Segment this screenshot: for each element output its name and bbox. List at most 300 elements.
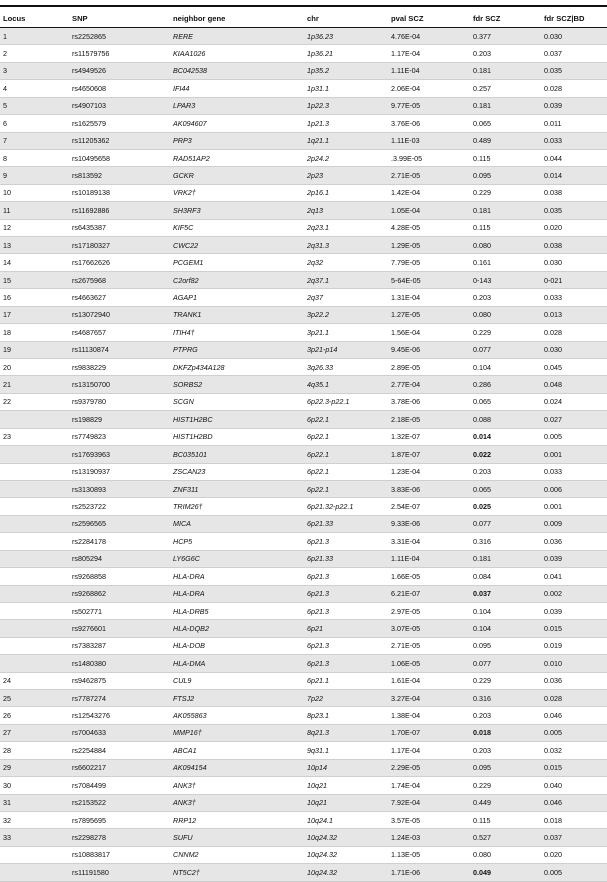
table-row	[0, 28, 607, 45]
cell-locus: 6	[0, 115, 69, 132]
cell-neighbor-gene: FTSJ2	[170, 690, 304, 707]
cell-fdr-scz-bd: 0.006	[541, 480, 607, 497]
cell-snp: rs6602217	[69, 759, 170, 776]
cell-chr: 1p22.3	[304, 97, 388, 114]
cell-fdr-scz-bd: 0.009	[541, 515, 607, 532]
cell-fdr-scz: 0.257	[470, 80, 541, 97]
cell-neighbor-gene: NT5C2†	[170, 864, 304, 881]
cell-pval-scz: 1.71E-06	[388, 864, 470, 881]
cell-neighbor-gene: HLA-DRB5	[170, 602, 304, 619]
table-row	[0, 811, 607, 828]
cell-chr: 2q37	[304, 289, 388, 306]
cell-fdr-scz-bd: 0.001	[541, 498, 607, 515]
cell-fdr-scz: 0.489	[470, 132, 541, 149]
cell-chr: 2q37.1	[304, 271, 388, 288]
cell-neighbor-gene: HIST1H2BD	[170, 428, 304, 445]
cell-neighbor-gene: LPAR3	[170, 97, 304, 114]
cell-chr: 6p21.32-p22.1	[304, 498, 388, 515]
cell-snp: rs4949526	[69, 62, 170, 79]
table-row	[0, 167, 607, 184]
cell-fdr-scz: 0.181	[470, 550, 541, 567]
cell-pval-scz: 3.57E-05	[388, 811, 470, 828]
cell-pval-scz: 2.97E-05	[388, 602, 470, 619]
table-row	[0, 446, 607, 463]
header-neighbor-gene: neighbor gene	[170, 11, 304, 28]
cell-snp: rs6435387	[69, 219, 170, 236]
cell-pval-scz: 9.45E-06	[388, 341, 470, 358]
cell-fdr-scz-bd: 0.001	[541, 446, 607, 463]
cell-chr: 6p21.3	[304, 568, 388, 585]
cell-fdr-scz: 0.049	[470, 864, 541, 881]
cell-fdr-scz: 0.203	[470, 707, 541, 724]
cell-snp: rs10883817	[69, 846, 170, 863]
cell-snp: rs13190937	[69, 463, 170, 480]
cell-locus	[0, 533, 69, 550]
cell-snp: rs2523722	[69, 498, 170, 515]
cell-snp: rs7084499	[69, 777, 170, 794]
cell-fdr-scz-bd: 0.030	[541, 28, 607, 45]
cell-fdr-scz: 0.527	[470, 829, 541, 846]
cell-pval-scz: 3.27E-04	[388, 690, 470, 707]
table-row	[0, 149, 607, 166]
cell-neighbor-gene: ZSCAN23	[170, 463, 304, 480]
table-row	[0, 777, 607, 794]
cell-fdr-scz-bd: 0.033	[541, 289, 607, 306]
cell-pval-scz: 3.78E-06	[388, 393, 470, 410]
cell-pval-scz: 1.27E-05	[388, 306, 470, 323]
table-row	[0, 80, 607, 97]
table-header-row	[0, 11, 607, 28]
cell-pval-scz: 2.77E-04	[388, 376, 470, 393]
cell-chr: 1p31.1	[304, 80, 388, 97]
cell-locus	[0, 411, 69, 428]
cell-chr: 2p16.1	[304, 184, 388, 201]
cell-fdr-scz-bd: 0.033	[541, 463, 607, 480]
cell-pval-scz: 1.29E-05	[388, 237, 470, 254]
cell-fdr-scz: 0.080	[470, 237, 541, 254]
cell-fdr-scz: 0.080	[470, 846, 541, 863]
cell-fdr-scz: 0.014	[470, 428, 541, 445]
cell-locus: 19	[0, 341, 69, 358]
cell-pval-scz: 9.33E-06	[388, 515, 470, 532]
table-row	[0, 132, 607, 149]
cell-fdr-scz: 0.377	[470, 28, 541, 45]
cell-chr: 6p21.33	[304, 515, 388, 532]
cell-locus: 3	[0, 62, 69, 79]
cell-snp: rs11130874	[69, 341, 170, 358]
table-row	[0, 428, 607, 445]
cell-neighbor-gene: C2orf82	[170, 271, 304, 288]
cell-locus: 8	[0, 149, 69, 166]
cell-fdr-scz: 0.065	[470, 393, 541, 410]
cell-pval-scz: 1.31E-04	[388, 289, 470, 306]
cell-snp: rs7749823	[69, 428, 170, 445]
cell-snp: rs7383287	[69, 637, 170, 654]
cell-snp: rs1480380	[69, 655, 170, 672]
cell-chr: 10q24.32	[304, 864, 388, 881]
table-row	[0, 393, 607, 410]
cell-neighbor-gene: HLA-DQB2	[170, 620, 304, 637]
cell-fdr-scz-bd: 0.011	[541, 115, 607, 132]
cell-neighbor-gene: TRANK1	[170, 306, 304, 323]
cell-chr: 6p22.1	[304, 463, 388, 480]
cell-pval-scz: 1.66E-05	[388, 568, 470, 585]
table-row	[0, 289, 607, 306]
cell-fdr-scz-bd: 0.046	[541, 707, 607, 724]
table-row	[0, 219, 607, 236]
cell-pval-scz: 3.83E-06	[388, 480, 470, 497]
cell-neighbor-gene: KIAA1026	[170, 45, 304, 62]
table-row	[0, 324, 607, 341]
cell-snp: rs4663627	[69, 289, 170, 306]
cell-locus: 21	[0, 376, 69, 393]
cell-locus	[0, 446, 69, 463]
cell-fdr-scz: 0.286	[470, 376, 541, 393]
table-row	[0, 184, 607, 201]
cell-locus	[0, 480, 69, 497]
cell-snp: rs11191580	[69, 864, 170, 881]
cell-snp: rs17693963	[69, 446, 170, 463]
cell-fdr-scz: 0.203	[470, 289, 541, 306]
cell-chr: 6p21.33	[304, 550, 388, 567]
cell-pval-scz: 1.17E-04	[388, 45, 470, 62]
cell-pval-scz: 2.29E-05	[388, 759, 470, 776]
cell-fdr-scz: 0.088	[470, 411, 541, 428]
cell-fdr-scz: 0.161	[470, 254, 541, 271]
cell-fdr-scz-bd: 0.020	[541, 219, 607, 236]
cell-neighbor-gene: HLA-DMA	[170, 655, 304, 672]
cell-pval-scz: 4.76E-04	[388, 28, 470, 45]
cell-fdr-scz: 0.104	[470, 620, 541, 637]
cell-locus: 16	[0, 289, 69, 306]
cell-pval-scz: 5-64E-05	[388, 271, 470, 288]
cell-fdr-scz-bd: 0.010	[541, 655, 607, 672]
cell-chr: 10p14	[304, 759, 388, 776]
cell-pval-scz: 1.61E-04	[388, 672, 470, 689]
table-row	[0, 97, 607, 114]
cell-locus: 12	[0, 219, 69, 236]
table-row	[0, 515, 607, 532]
cell-snp: rs7004633	[69, 724, 170, 741]
cell-snp: rs1625579	[69, 115, 170, 132]
cell-locus: 18	[0, 324, 69, 341]
cell-snp: rs2675968	[69, 271, 170, 288]
cell-chr: 9q31.1	[304, 742, 388, 759]
header-locus: Locus	[0, 11, 69, 28]
cell-fdr-scz: 0.229	[470, 184, 541, 201]
cell-fdr-scz: 0.025	[470, 498, 541, 515]
cell-locus: 2	[0, 45, 69, 62]
cell-neighbor-gene: KIF5C	[170, 219, 304, 236]
cell-fdr-scz-bd: 0.005	[541, 864, 607, 881]
cell-fdr-scz: 0.115	[470, 219, 541, 236]
cell-snp: rs4650608	[69, 80, 170, 97]
cell-fdr-scz-bd: 0.039	[541, 550, 607, 567]
cell-pval-scz: 1.87E-07	[388, 446, 470, 463]
cell-locus: 17	[0, 306, 69, 323]
cell-neighbor-gene: AK094154	[170, 759, 304, 776]
cell-locus	[0, 568, 69, 585]
cell-chr: 1p36.21	[304, 45, 388, 62]
cell-fdr-scz-bd: 0.027	[541, 411, 607, 428]
cell-fdr-scz-bd: 0.039	[541, 97, 607, 114]
cell-locus	[0, 864, 69, 881]
table-row	[0, 864, 607, 881]
cell-locus: 11	[0, 202, 69, 219]
cell-fdr-scz: 0.449	[470, 794, 541, 811]
cell-snp: rs805294	[69, 550, 170, 567]
cell-fdr-scz-bd: 0.015	[541, 620, 607, 637]
cell-chr: 2q23.1	[304, 219, 388, 236]
cell-pval-scz: 1.11E-04	[388, 62, 470, 79]
table-row	[0, 45, 607, 62]
cell-fdr-scz: 0.077	[470, 515, 541, 532]
cell-chr: 2q13	[304, 202, 388, 219]
cell-fdr-scz-bd: 0.046	[541, 794, 607, 811]
cell-neighbor-gene: LY6G6C	[170, 550, 304, 567]
cell-fdr-scz: 0.104	[470, 359, 541, 376]
cell-chr: 8q21.3	[304, 724, 388, 741]
cell-snp: rs2298278	[69, 829, 170, 846]
cell-fdr-scz: 0.181	[470, 202, 541, 219]
cell-chr: 3p22.2	[304, 306, 388, 323]
cell-neighbor-gene: ABCA1	[170, 742, 304, 759]
cell-neighbor-gene: HLA-DRA	[170, 568, 304, 585]
cell-locus	[0, 463, 69, 480]
cell-chr: 2q31.3	[304, 237, 388, 254]
cell-fdr-scz-bd: 0.028	[541, 324, 607, 341]
cell-fdr-scz-bd: 0.041	[541, 568, 607, 585]
cell-pval-scz: 1.11E-03	[388, 132, 470, 149]
cell-fdr-scz: 0.115	[470, 811, 541, 828]
cell-fdr-scz: 0.203	[470, 463, 541, 480]
cell-pval-scz: 2.71E-05	[388, 637, 470, 654]
cell-fdr-scz: 0.203	[470, 742, 541, 759]
header-fdr-scz-bd: fdr SCZ|BD	[541, 11, 607, 28]
cell-fdr-scz: 0.084	[470, 568, 541, 585]
cell-locus	[0, 498, 69, 515]
cell-fdr-scz-bd: 0.032	[541, 742, 607, 759]
cell-fdr-scz: 0.095	[470, 637, 541, 654]
cell-neighbor-gene: GCKR	[170, 167, 304, 184]
table-row	[0, 271, 607, 288]
cell-chr: 1p36.23	[304, 28, 388, 45]
cell-locus: 20	[0, 359, 69, 376]
table-row	[0, 480, 607, 497]
cell-locus: 27	[0, 724, 69, 741]
snp-results-table	[0, 11, 607, 882]
cell-locus: 22	[0, 393, 69, 410]
cell-neighbor-gene: CNNM2	[170, 846, 304, 863]
cell-locus	[0, 515, 69, 532]
cell-locus: 13	[0, 237, 69, 254]
cell-fdr-scz: 0.065	[470, 480, 541, 497]
table-row	[0, 759, 607, 776]
cell-snp: rs2596565	[69, 515, 170, 532]
cell-pval-scz: 2.89E-05	[388, 359, 470, 376]
header-pval-scz: pval SCZ	[388, 11, 470, 28]
cell-snp: rs10495658	[69, 149, 170, 166]
cell-chr: 10q21	[304, 777, 388, 794]
cell-locus: 1	[0, 28, 69, 45]
cell-locus: 15	[0, 271, 69, 288]
cell-fdr-scz-bd: 0.028	[541, 80, 607, 97]
cell-fdr-scz-bd: 0.036	[541, 672, 607, 689]
table-row	[0, 115, 607, 132]
cell-locus: 4	[0, 80, 69, 97]
cell-fdr-scz-bd: 0.020	[541, 846, 607, 863]
cell-neighbor-gene: SH3RF3	[170, 202, 304, 219]
cell-neighbor-gene: CWC22	[170, 237, 304, 254]
cell-fdr-scz-bd: 0.045	[541, 359, 607, 376]
cell-neighbor-gene: RAD51AP2	[170, 149, 304, 166]
cell-neighbor-gene: AGAP1	[170, 289, 304, 306]
cell-pval-scz: 4.28E-05	[388, 219, 470, 236]
cell-pval-scz: 9.77E-05	[388, 97, 470, 114]
cell-pval-scz: 2.71E-05	[388, 167, 470, 184]
cell-fdr-scz-bd: 0.035	[541, 202, 607, 219]
cell-pval-scz: 6.21E-07	[388, 585, 470, 602]
table-row	[0, 602, 607, 619]
cell-chr: 1p21.3	[304, 115, 388, 132]
table-row	[0, 237, 607, 254]
cell-snp: rs10189138	[69, 184, 170, 201]
cell-chr: 6p21.3	[304, 533, 388, 550]
table-top-rule	[0, 5, 607, 7]
cell-fdr-scz: 0-143	[470, 271, 541, 288]
cell-snp: rs2252865	[69, 28, 170, 45]
table-row	[0, 202, 607, 219]
cell-fdr-scz-bd: 0.038	[541, 184, 607, 201]
cell-fdr-scz-bd: 0.028	[541, 690, 607, 707]
cell-fdr-scz: 0.065	[470, 115, 541, 132]
cell-neighbor-gene: DKFZp434A128	[170, 359, 304, 376]
cell-fdr-scz: 0.316	[470, 690, 541, 707]
table-row	[0, 254, 607, 271]
cell-neighbor-gene: HIST1H2BC	[170, 411, 304, 428]
table-row	[0, 794, 607, 811]
cell-fdr-scz: 0.095	[470, 759, 541, 776]
cell-chr: 10q21	[304, 794, 388, 811]
cell-pval-scz: 1.70E-07	[388, 724, 470, 741]
cell-neighbor-gene: RERE	[170, 28, 304, 45]
cell-chr: 6p22.3-p22.1	[304, 393, 388, 410]
cell-locus: 23	[0, 428, 69, 445]
cell-locus: 29	[0, 759, 69, 776]
cell-snp: rs17180327	[69, 237, 170, 254]
cell-fdr-scz-bd: 0.036	[541, 533, 607, 550]
cell-pval-scz: 2.18E-05	[388, 411, 470, 428]
cell-snp: rs9462875	[69, 672, 170, 689]
cell-snp: rs11205362	[69, 132, 170, 149]
cell-pval-scz: 1.24E-03	[388, 829, 470, 846]
cell-neighbor-gene: HCP5	[170, 533, 304, 550]
cell-neighbor-gene: PRP3	[170, 132, 304, 149]
cell-pval-scz: 1.74E-04	[388, 777, 470, 794]
cell-pval-scz: 1.38E-04	[388, 707, 470, 724]
table-row	[0, 62, 607, 79]
cell-pval-scz: .3.99E-05	[388, 149, 470, 166]
table-row	[0, 620, 607, 637]
table-row	[0, 829, 607, 846]
cell-snp: rs13150700	[69, 376, 170, 393]
cell-snp: rs13072940	[69, 306, 170, 323]
cell-neighbor-gene: MMP16†	[170, 724, 304, 741]
cell-chr: 1p35.2	[304, 62, 388, 79]
cell-snp: rs11579756	[69, 45, 170, 62]
cell-pval-scz: 2.06E-04	[388, 80, 470, 97]
table-row	[0, 846, 607, 863]
table-row	[0, 672, 607, 689]
cell-snp: rs12543276	[69, 707, 170, 724]
cell-fdr-scz-bd: 0.039	[541, 602, 607, 619]
table-row	[0, 550, 607, 567]
cell-snp: rs9276601	[69, 620, 170, 637]
table-row	[0, 707, 607, 724]
table-body	[0, 28, 607, 882]
table-row	[0, 637, 607, 654]
cell-chr: 6p21.1	[304, 672, 388, 689]
cell-chr: 8p23.1	[304, 707, 388, 724]
cell-chr: 6p22.1	[304, 428, 388, 445]
table-row	[0, 690, 607, 707]
cell-fdr-scz: 0.229	[470, 672, 541, 689]
cell-neighbor-gene: TRIM26†	[170, 498, 304, 515]
cell-snp: rs17662626	[69, 254, 170, 271]
cell-fdr-scz-bd: 0.005	[541, 428, 607, 445]
cell-locus: 31	[0, 794, 69, 811]
table-row	[0, 585, 607, 602]
cell-pval-scz: 1.13E-05	[388, 846, 470, 863]
cell-neighbor-gene: BC042538	[170, 62, 304, 79]
cell-locus: 5	[0, 97, 69, 114]
table-row	[0, 306, 607, 323]
cell-neighbor-gene: AK094607	[170, 115, 304, 132]
cell-neighbor-gene: PCGEM1	[170, 254, 304, 271]
cell-locus: 26	[0, 707, 69, 724]
cell-fdr-scz-bd: 0.024	[541, 393, 607, 410]
cell-pval-scz: 1.17E-04	[388, 742, 470, 759]
cell-locus: 33	[0, 829, 69, 846]
cell-locus	[0, 602, 69, 619]
cell-snp: rs2153522	[69, 794, 170, 811]
cell-chr: 6p22.1	[304, 480, 388, 497]
table-row	[0, 724, 607, 741]
cell-snp: rs2254884	[69, 742, 170, 759]
cell-pval-scz: 2.54E-07	[388, 498, 470, 515]
cell-chr: 3p21.1	[304, 324, 388, 341]
cell-snp: rs198829	[69, 411, 170, 428]
cell-fdr-scz: 0.077	[470, 341, 541, 358]
cell-pval-scz: 1.32E-07	[388, 428, 470, 445]
cell-neighbor-gene: HLA-DOB	[170, 637, 304, 654]
header-fdr-scz: fdr SCZ	[470, 11, 541, 28]
cell-chr: 2q32	[304, 254, 388, 271]
table-row	[0, 341, 607, 358]
cell-snp: rs4687657	[69, 324, 170, 341]
cell-pval-scz: 3.76E-06	[388, 115, 470, 132]
cell-chr: 3p21-p14	[304, 341, 388, 358]
cell-snp: rs4907103	[69, 97, 170, 114]
cell-chr: 6p21.3	[304, 637, 388, 654]
cell-fdr-scz-bd: 0.037	[541, 45, 607, 62]
cell-fdr-scz-bd: 0.035	[541, 62, 607, 79]
cell-pval-scz: 1.42E-04	[388, 184, 470, 201]
cell-locus	[0, 585, 69, 602]
table-row	[0, 742, 607, 759]
cell-pval-scz: 1.06E-05	[388, 655, 470, 672]
cell-neighbor-gene: AK055863	[170, 707, 304, 724]
